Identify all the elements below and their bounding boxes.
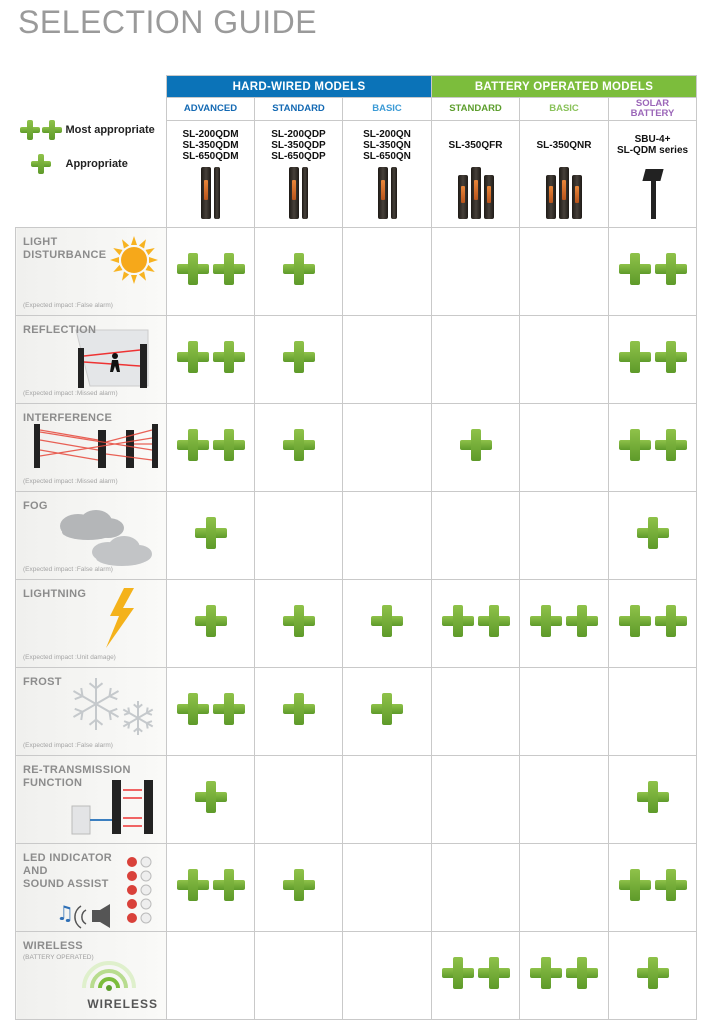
rating-cell [432,932,520,1020]
rating-cell [432,668,520,756]
model-name: SL-350QDP [271,139,326,151]
plus-icon [619,869,651,901]
model-name: SL-200QDP [271,128,326,140]
plus-icon [177,429,209,461]
rating-cell [432,404,520,492]
rating-cell [255,228,343,316]
rating-cell [255,316,343,404]
rating-appropriate [283,253,315,285]
rating-most-appropriate [530,605,598,637]
rating-cell [255,404,343,492]
rating-cell [343,932,432,1020]
condition-label-cell [16,580,167,668]
model-name: SL-QDM series [616,145,689,156]
expected-impact: (Expected impact :Missed alarm) [23,478,118,485]
plus-icon [619,605,651,637]
sensor-device-icon [520,165,608,223]
rating-most-appropriate [442,605,510,637]
model-name: SL-350QDM [182,139,239,151]
model-name: SL-200QN [363,128,411,140]
expected-impact: (Expected impact :False alarm) [23,566,113,573]
legend-most-label: Most appropriate [65,124,155,137]
plus-icon [213,429,245,461]
tier-standard-battery: STANDARD [432,98,520,121]
group-battery: BATTERY OPERATED MODELS [432,76,697,98]
rating-cell [609,228,697,316]
condition-label-cell [16,668,167,756]
condition-title: FOG [23,500,48,512]
expected-impact: (Expected impact :False alarm) [23,302,113,309]
rating-cell [432,492,520,580]
rating-appropriate [637,957,669,989]
condition-row [16,228,697,316]
rating-cell [520,668,609,756]
model-name: SL-350QNR [536,139,592,151]
condition-title: LIGHT DISTURBANCE [23,236,107,261]
condition-row [16,844,697,932]
rating-most-appropriate [177,693,245,725]
rating-most-appropriate [530,957,598,989]
model-names [167,125,254,165]
rating-cell [255,668,343,756]
rating-most-appropriate [442,957,510,989]
rating-appropriate [283,693,315,725]
rating-cell [609,492,697,580]
rating-cell [520,228,609,316]
condition-row [16,668,697,756]
rating-cell [609,580,697,668]
rating-appropriate [637,517,669,549]
rating-most-appropriate [619,869,687,901]
wireless-logo-text: WIRELESS [87,997,158,1011]
rating-cell [255,756,343,844]
rating-appropriate [283,869,315,901]
rating-cell [520,932,609,1020]
plus-icon [213,869,245,901]
rating-cell [167,580,255,668]
model-name: SL-350QFR [448,139,503,151]
rating-cell [520,844,609,932]
plus-icon [283,341,315,373]
plus-icon [442,957,474,989]
sensor-device-icon [167,165,254,223]
rating-cell [609,932,697,1020]
plus-icon [371,693,403,725]
plus-icon [619,429,651,461]
rating-appropriate [371,605,403,637]
condition-row [16,492,697,580]
rating-cell [167,932,255,1020]
condition-label-cell [16,492,167,580]
plus-icon [655,341,687,373]
condition-label-cell [16,316,167,404]
rating-most-appropriate [177,869,245,901]
rating-cell [520,316,609,404]
rating-cell [255,492,343,580]
plus-icon [637,957,669,989]
rating-appropriate [460,429,492,461]
plus-icon [31,154,51,174]
condition-label-cell [16,844,167,932]
rating-cell [255,932,343,1020]
rating-cell [343,580,432,668]
legend-most [16,120,167,140]
condition-row [16,932,697,1020]
expected-impact: (Expected impact :Unit damage) [23,654,116,661]
snowflake-icon [62,674,158,745]
model-name: SL-350QN [363,139,411,151]
rating-cell [609,756,697,844]
plus-icon [283,253,315,285]
plus-icon [460,429,492,461]
condition-label-cell [16,228,167,316]
rating-most-appropriate [619,605,687,637]
rating-cell [520,580,609,668]
plus-icon [177,869,209,901]
plus-icon [566,957,598,989]
model-name: SL-650QDM [182,150,239,162]
rating-cell [432,228,520,316]
expected-impact: (Expected impact :Missed alarm) [23,390,118,397]
rating-cell [167,404,255,492]
rating-cell [167,228,255,316]
model-names [432,125,519,165]
legend-appropriate-label: Appropriate [65,158,128,171]
plus-icon [655,253,687,285]
condition-title: INTERFERENCE [23,412,113,424]
rating-cell [255,844,343,932]
plus-icon [283,869,315,901]
model-name: SBU-4+ [634,134,671,145]
tier-advanced: ADVANCED [167,98,255,121]
model-cell [432,121,520,228]
rating-cell [609,404,697,492]
rating-cell [167,756,255,844]
rating-appropriate [371,693,403,725]
sun-icon [110,236,158,289]
rating-cell [343,316,432,404]
plus-icon [177,253,209,285]
model-cell [343,121,432,228]
rating-cell [520,492,609,580]
plus-icon [655,869,687,901]
rating-most-appropriate [177,341,245,373]
expected-impact: (Expected impact :False alarm) [23,742,113,749]
selection-guide-table [15,75,697,1020]
legend-appropriate [16,154,167,174]
rating-cell [343,228,432,316]
rating-cell [609,316,697,404]
model-name: SL-200QDM [182,128,239,140]
rating-appropriate [637,781,669,813]
tier-solar-battery: SOLAR BATTERY [609,98,697,121]
plus-icon [177,341,209,373]
plus-icon [637,781,669,813]
plus-icon [177,693,209,725]
group-hardwired: HARD-WIRED MODELS [167,76,432,98]
condition-title: LIGHTNING [23,588,87,600]
plus-icon [655,429,687,461]
condition-title: LED INDICATOR AND SOUND ASSIST [23,852,113,890]
plus-icon [619,341,651,373]
rating-cell [432,756,520,844]
model-cell [609,121,697,228]
condition-title: WIRELESS [23,940,83,952]
tier-basic-battery: BASIC [520,98,609,121]
legend [16,76,167,228]
plus-icon [478,605,510,637]
condition-title: REFLECTION [23,324,97,336]
plus-icon [195,517,227,549]
rating-most-appropriate [177,253,245,285]
plus-icon [20,120,40,140]
model-name: SL-650QDP [271,150,326,162]
tier-basic: BASIC [343,98,432,121]
rating-appropriate [283,429,315,461]
rating-most-appropriate [177,429,245,461]
cloud-icon [48,506,158,575]
plus-icon [655,605,687,637]
sensor-device-icon [343,165,431,223]
rating-appropriate [195,605,227,637]
rating-cell [609,844,697,932]
sensor-device-icon [255,165,342,223]
rating-cell [167,668,255,756]
plus-icon [283,605,315,637]
model-cell [520,121,609,228]
rating-cell [343,756,432,844]
rating-cell [432,580,520,668]
rating-cell [167,844,255,932]
condition-label-cell [16,404,167,492]
model-names [520,125,608,165]
model-name: SL-650QN [363,150,411,162]
interference-beams-icon [30,420,160,475]
condition-label-cell [16,932,167,1020]
rating-appropriate [283,605,315,637]
rating-most-appropriate [619,429,687,461]
rating-cell [432,316,520,404]
plus-icon [213,693,245,725]
rating-cell [520,756,609,844]
rating-appropriate [195,781,227,813]
rating-cell [167,492,255,580]
rating-cell [343,404,432,492]
plus-icon [195,781,227,813]
rating-appropriate [283,341,315,373]
plus-icon [283,429,315,461]
plus-icon [637,517,669,549]
plus-icon [42,120,62,140]
condition-row [16,756,697,844]
rating-cell [343,844,432,932]
plus-icon [619,253,651,285]
plus-icon [566,605,598,637]
model-names [343,125,431,165]
condition-row [16,404,697,492]
plus-icon [442,605,474,637]
sensor-device-icon [432,165,519,223]
plus-icon [195,605,227,637]
rating-cell [343,492,432,580]
model-cell [167,121,255,228]
model-names [609,125,696,165]
plus-icon [530,605,562,637]
condition-subtitle: (BATTERY OPERATED) [23,954,94,961]
rating-cell [609,668,697,756]
plus-icon [371,605,403,637]
plus-icon [213,253,245,285]
condition-title: FROST [23,676,62,688]
plus-icon [478,957,510,989]
condition-row [16,316,697,404]
plus-icon [530,957,562,989]
model-cell [255,121,343,228]
tier-standard: STANDARD [255,98,343,121]
plus-icon [283,693,315,725]
rating-cell [167,316,255,404]
rating-most-appropriate [619,341,687,373]
rating-cell [343,668,432,756]
plus-icon [213,341,245,373]
rating-most-appropriate [619,253,687,285]
sensor-device-icon [609,165,696,223]
model-names [255,125,342,165]
svg-text:♫: ♫ [56,901,74,925]
rating-cell [255,580,343,668]
rating-cell [432,844,520,932]
condition-label-cell [16,756,167,844]
page-title: SELECTION GUIDE [18,4,318,40]
condition-title: RE-TRANSMISSION FUNCTION [23,764,131,789]
lightning-bolt-icon [100,588,140,653]
rating-appropriate [195,517,227,549]
condition-row [16,580,697,668]
rating-cell [520,404,609,492]
